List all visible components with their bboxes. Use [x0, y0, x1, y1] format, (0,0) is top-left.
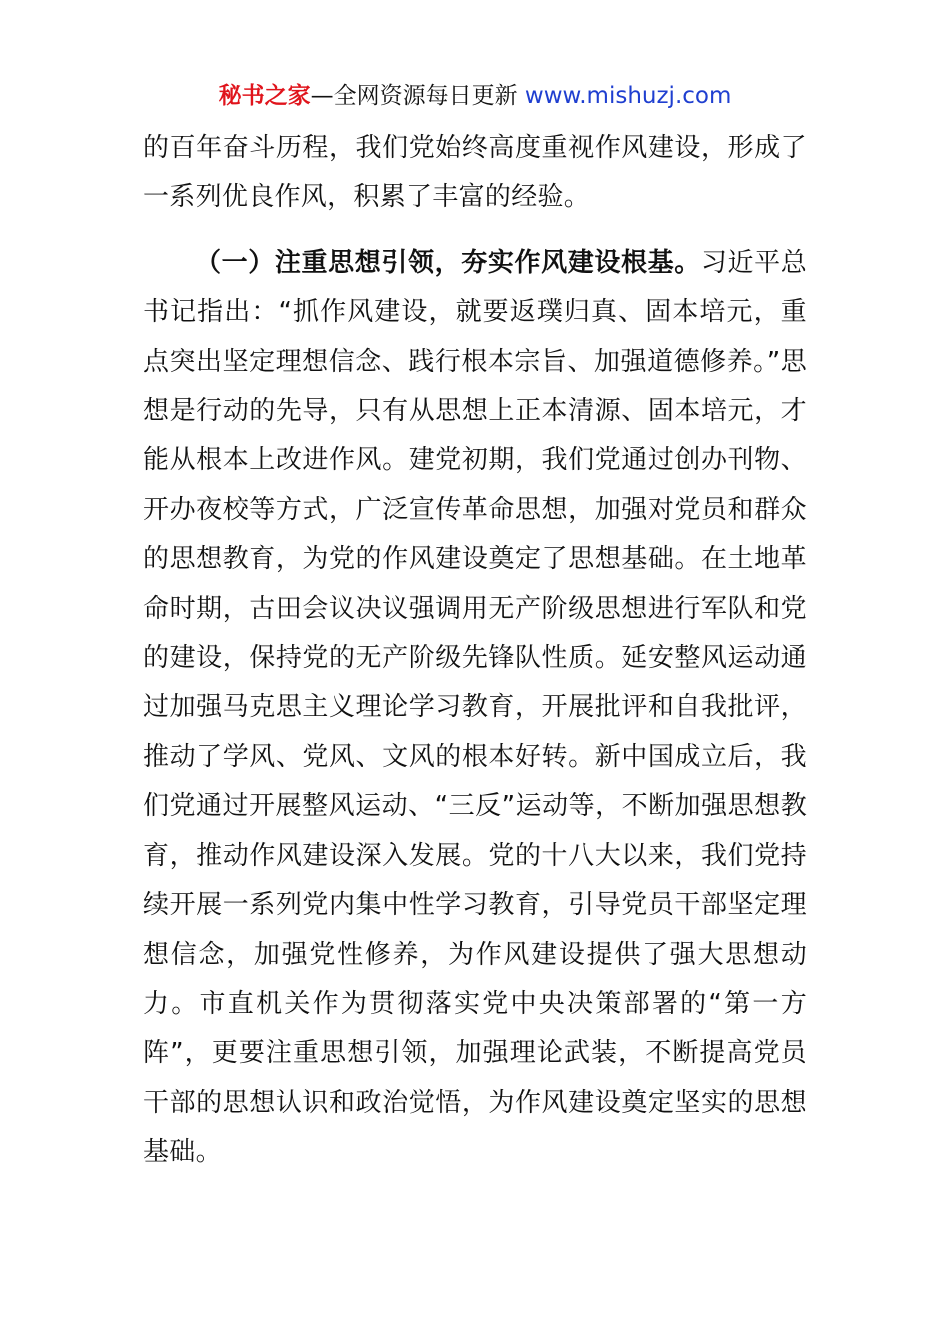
site-url-link[interactable]: www.mishuzj.com — [524, 83, 732, 109]
section-heading: （一）注重思想引领，夯实作风建设根基。 — [195, 247, 701, 278]
header-tagline: —全网资源每日更新 — [310, 83, 525, 109]
section-body: 习近平总书记指出：“抓作风建设，就要返璞归真、固本培元，重点突出坚定理想信念、践行根本宗旨、加强道德修养。”思想是行动的先导，只有从思想上正本清源、固本培元，才能从根本上改进作风。建党初期，我们党通过创办刊物、开办夜校等方式，广泛宣传革命思想，加强对党员和群众的思想教育，为党的作风建设奠定了思想基础。在土地革命时期，古田会议决议强调用无产阶级思想进行军队和党的建设，保持党的无产阶级先锋队性质。延安整风运动通过加强马克思主义理论学习教育，开展批评和自我批评，推动了学风、党风、文风的根本好转。新中国成立后，我们党通过开展整风运动、“三反”运动等，不断加强思想教育，推动作风建设深入发展。党的十八大以来，我们党持续开展一系列党内集中性学习教育，引导党员干部坚定理想信念，加强党性修养，为作风建设提供了强大思想动力。市直机关作为贯彻落实党中央决策部署的“第一方阵”，更要注重思想引领，加强理论武装，不断提高党员干部的思想认识和政治觉悟，为作风建设奠定坚实的思想基础。 — [143, 247, 807, 1168]
paragraph-continuation: 的百年奋斗历程，我们党始终高度重视作风建设，形成了一系列优良作风，积累了丰富的经验。 — [143, 133, 807, 213]
paragraph-section-one — [143, 239, 807, 1178]
document-body — [143, 124, 807, 1178]
brand-name: 秘书之家 — [218, 83, 311, 109]
site-header — [0, 80, 950, 112]
